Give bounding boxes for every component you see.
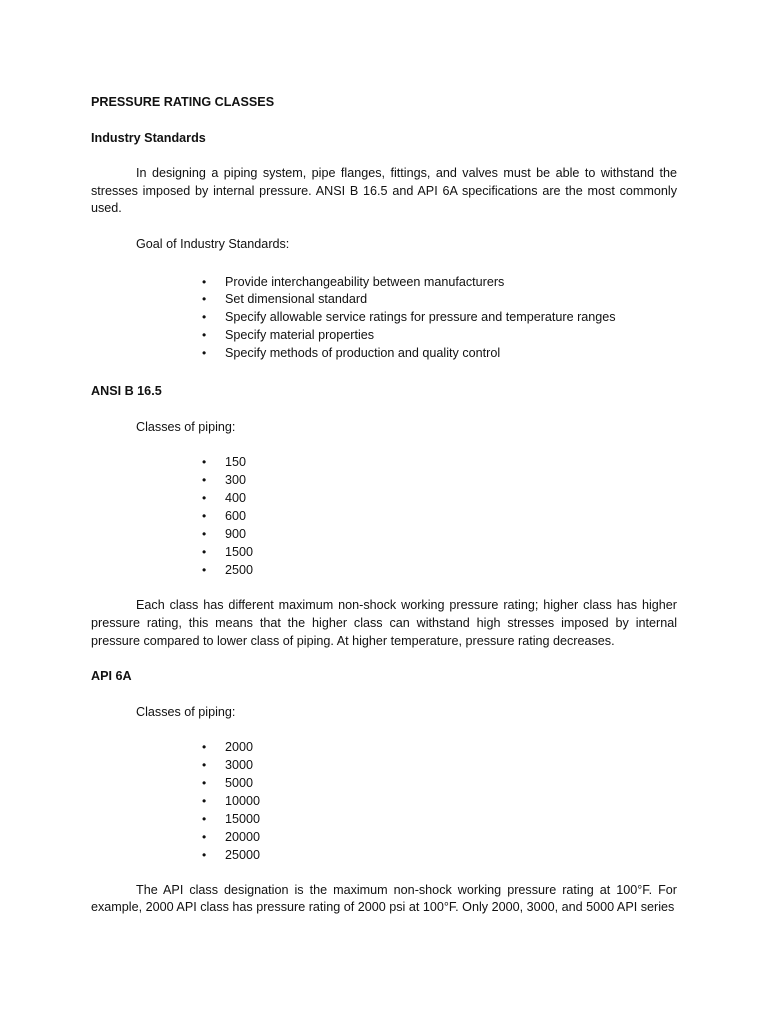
list-item (91, 454, 677, 472)
bullet-icon: • (202, 847, 207, 862)
spacer (91, 436, 677, 454)
bullet-icon: • (202, 794, 207, 809)
bullet-icon: • (202, 740, 207, 755)
bullet-icon: • (202, 473, 207, 488)
bullet-icon: • (202, 758, 207, 773)
list-item (91, 345, 677, 363)
list-item (91, 811, 677, 829)
paragraph-industry-standards: In designing a piping system, pipe flanges, fittings, and valves must be able to withstand the stresses imposed by internal pressure. ANSI B 16.5 and API 6A specifications are the most commonly used. (91, 166, 677, 216)
bullet-icon: • (202, 346, 207, 361)
list-item-text: 300 (225, 473, 247, 488)
paragraph-ansi: Each class has different maximum non-shock working pressure rating; higher class has higher pressure rating, this means that the higher class can withstand high stresses imposed by internal pressure compared to lower class of piping. At higher temperature, pressure rating decreases. (91, 598, 677, 648)
section-heading-ansi: ANSI B 16.5 (91, 384, 162, 399)
list-item-text: 2500 (225, 562, 254, 577)
ansi-classes-label: Classes of piping: (136, 419, 236, 434)
list-item (91, 829, 677, 847)
document-title: PRESSURE RATING CLASSES (91, 95, 275, 109)
document-content (91, 94, 677, 917)
bullet-icon: • (202, 829, 207, 844)
list-item-text: 1500 (225, 544, 254, 559)
bullet-icon: • (202, 562, 207, 577)
list-item (91, 526, 677, 544)
section-heading-api: API 6A (91, 669, 132, 684)
bullet-icon: • (202, 490, 207, 505)
api-classes-label: Classes of piping: (136, 704, 236, 719)
bullet-icon: • (202, 292, 207, 307)
list-item (91, 472, 677, 490)
api-classes-list (91, 739, 677, 864)
list-item-text: 600 (225, 508, 247, 523)
list-item (91, 562, 677, 580)
spacer (91, 650, 677, 668)
list-item (91, 274, 677, 292)
list-item (91, 309, 677, 327)
bullet-icon: • (202, 811, 207, 826)
spacer (91, 363, 677, 383)
list-item-text: Provide interchangeability between manufacturers (225, 274, 505, 289)
list-item-text: 15000 (225, 811, 261, 826)
list-item-text: 2000 (225, 740, 254, 755)
bullet-icon: • (202, 776, 207, 791)
bullet-icon: • (202, 328, 207, 343)
spacer (91, 218, 677, 236)
spacer (91, 254, 677, 274)
list-item (91, 757, 677, 775)
bullet-icon: • (202, 544, 207, 559)
list-item (91, 291, 677, 309)
list-item-text: Set dimensional standard (225, 292, 368, 307)
list-item-text: 900 (225, 526, 247, 541)
list-item (91, 490, 677, 508)
list-item (91, 775, 677, 793)
list-item (91, 508, 677, 526)
list-item (91, 739, 677, 757)
list-item-text: 400 (225, 490, 247, 505)
list-item (91, 544, 677, 562)
goals-list (91, 274, 677, 363)
list-item-text: Specify methods of production and quality control (225, 346, 501, 361)
bullet-icon: • (202, 310, 207, 325)
list-item-text: 25000 (225, 847, 261, 862)
list-item-text: 150 (225, 455, 247, 470)
spacer (91, 721, 677, 739)
goal-label: Goal of Industry Standards: (136, 236, 290, 251)
spacer (91, 579, 677, 597)
bullet-icon: • (202, 508, 207, 523)
bullet-icon: • (202, 526, 207, 541)
list-item-text: Specify material properties (225, 328, 375, 343)
bullet-icon: • (202, 455, 207, 470)
list-item-text: 5000 (225, 776, 254, 791)
list-item-text: 3000 (225, 758, 254, 773)
section-heading-industry-standards: Industry Standards (91, 130, 206, 145)
ansi-classes-list (91, 454, 677, 579)
list-item-text: Specify allowable service ratings for pressure and temperature ranges (225, 310, 616, 325)
list-item (91, 327, 677, 345)
spacer (91, 865, 677, 882)
list-item-text: 20000 (225, 829, 261, 844)
list-item-text: 10000 (225, 794, 261, 809)
list-item (91, 847, 677, 865)
list-item (91, 793, 677, 811)
bullet-icon: • (202, 274, 207, 289)
paragraph-api: The API class designation is the maximum non-shock working pressure rating at 100°F. For example, 2000 API class has pressure rating of 2000 psi at 100°F. Only 2000, 3000, and 5000 API series (91, 882, 677, 915)
